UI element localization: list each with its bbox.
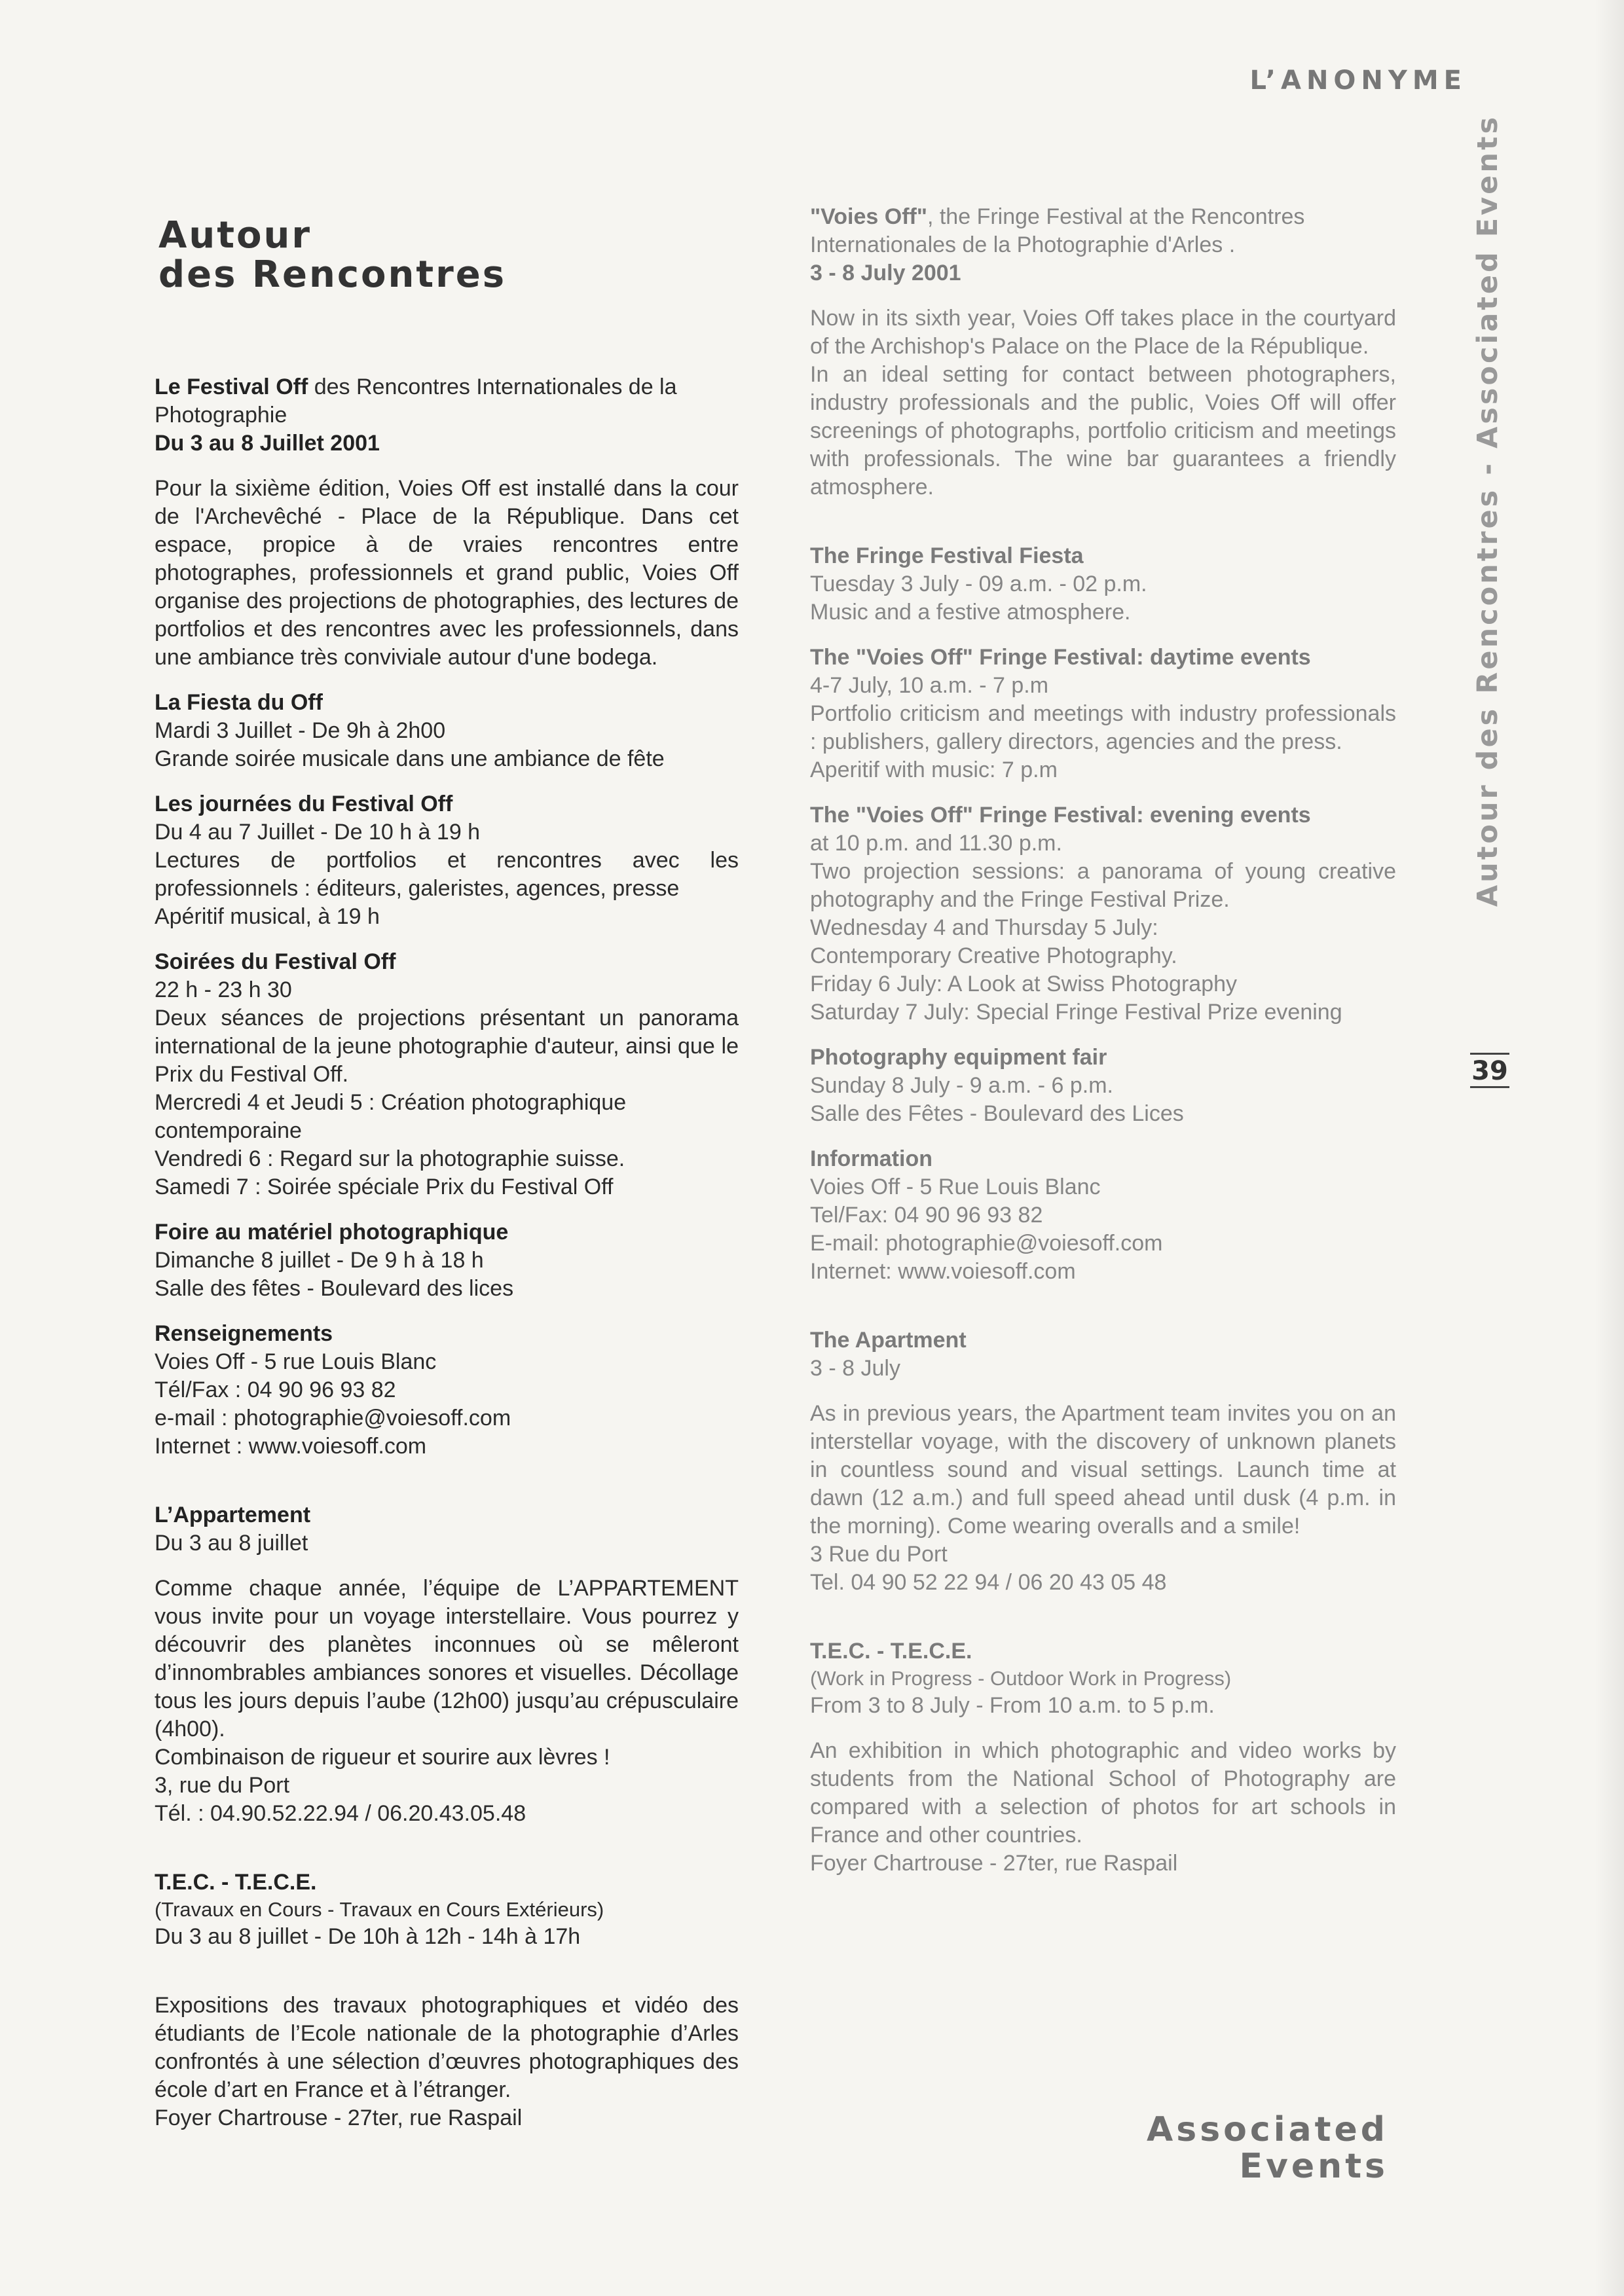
soirees-sat: Samedi 7 : Soirée spéciale Prix du Festival Off bbox=[155, 1175, 614, 1199]
festival-off-dates: Du 3 au 8 Juillet 2001 bbox=[155, 431, 380, 456]
magazine-brand: L’ANONYME bbox=[1249, 65, 1467, 96]
tec-en-venue: Foyer Chartrouse - 27ter, rue Raspail bbox=[810, 1851, 1178, 1876]
fiesta-date: Mardi 3 Juillet - De 9h à 2h00 bbox=[155, 718, 446, 743]
page-number: 39 bbox=[1470, 1053, 1509, 1088]
soirees-heading: Soirées du Festival Off bbox=[155, 949, 396, 974]
journees-heading: Les journées du Festival Off bbox=[155, 792, 453, 816]
tec-subtitle: (Travaux en Cours - Travaux en Cours Extérieurs) bbox=[155, 1898, 604, 1921]
soirees-time: 22 h - 23 h 30 bbox=[155, 977, 292, 1002]
journees-aperitif: Apéritif musical, à 19 h bbox=[155, 904, 380, 929]
tec-en-text: An exhibition in which photographic and video works by students from the National School of Photography are compared with a selection of photos for art schools in France and other countries. bbox=[810, 1738, 1396, 1848]
soirees-wed-thu: Mercredi 4 et Jeudi 5 : Création photographique contemporaine bbox=[155, 1090, 627, 1143]
page-title-line2: des Rencontres bbox=[158, 253, 507, 296]
french-column bbox=[155, 203, 739, 2149]
tec-venue: Foyer Chartrouse - 27ter, rue Raspail bbox=[155, 2105, 523, 2130]
evening-heading: The "Voies Off" Fringe Festival: evening events bbox=[810, 803, 1311, 828]
apartment-body bbox=[810, 1400, 1396, 1597]
information-email: E-mail: photographie@voiesoff.com bbox=[810, 1231, 1163, 1256]
daytime-date: 4-7 July, 10 a.m. - 7 p.m bbox=[810, 673, 1049, 698]
information-heading: Information bbox=[810, 1146, 932, 1171]
daytime-aperitif: Aperitif with music: 7 p.m bbox=[810, 757, 1058, 782]
renseignements-section bbox=[155, 1320, 739, 1461]
fair-heading: Photography equipment fair bbox=[810, 1045, 1107, 1070]
voies-off-subtitle: , the Fringe Festival at the Rencontres Internationales de la Photographie d'Arles . bbox=[810, 204, 1305, 257]
journees-section bbox=[155, 790, 739, 931]
renseignements-email: e-mail : photographie@voiesoff.com bbox=[155, 1406, 511, 1430]
daytime-desc: Portfolio criticism and meetings with industry professionals : publishers, gallery directors, agencies and the press. bbox=[810, 701, 1396, 754]
information-section bbox=[810, 1145, 1396, 1286]
journees-date: Du 4 au 7 Juillet - De 10 h à 19 h bbox=[155, 820, 481, 845]
tec-dates: Du 3 au 8 juillet - De 10h à 12h - 14h à 17h bbox=[155, 1924, 581, 1949]
fair-section bbox=[810, 1044, 1396, 1128]
fair-date: Sunday 8 July - 9 a.m. - 6 p.m. bbox=[810, 1073, 1113, 1098]
footer-section-title bbox=[1147, 2111, 1388, 2185]
fiesta-en-desc: Music and a festive atmosphere. bbox=[810, 600, 1131, 625]
appartement-header bbox=[155, 1501, 739, 1558]
apartment-text: As in previous years, the Apartment team invites you on an interstellar voyage, with the discovery of unknown planets in countless sound and visual settings. Launch time at dawn (12 a.m.) and full speed ahead until dusk (4 p.m. in the morning). Come wearing overalls and a smile! bbox=[810, 1401, 1396, 1539]
fiesta-heading: La Fiesta du Off bbox=[155, 690, 323, 715]
foire-heading: Foire au matériel photographique bbox=[155, 1220, 509, 1245]
evening-fri: Friday 6 July: A Look at Swiss Photography bbox=[810, 972, 1238, 996]
appartement-dates: Du 3 au 8 juillet bbox=[155, 1531, 308, 1556]
festival-off-text: Pour la sixième édition, Voies Off est installé dans la cour de l'Archevêché - Place de la République. Dans cet espace, propice à de vraies rencontres entre photographes, professionnels et grand public, Voies Off organise des projections de photographies, des lectures de portfolios et des rencontres avec les professionnels, dans une ambiance très conviviale autour d'une bodega. bbox=[155, 476, 739, 670]
voies-off-text-1: Now in its sixth year, Voies Off takes place in the courtyard of the Archishop's Palace on the Place de la République. bbox=[810, 306, 1396, 359]
evening-desc: Two projection sessions: a panorama of young creative photography and the Fringe Festival Prize. bbox=[810, 859, 1396, 912]
renseignements-address: Voies Off - 5 rue Louis Blanc bbox=[155, 1349, 437, 1374]
renseignements-web: Internet : www.voiesoff.com bbox=[155, 1434, 427, 1459]
soirees-fri: Vendredi 6 : Regard sur la photographie suisse. bbox=[155, 1146, 625, 1171]
footer-title-line2: Events bbox=[1239, 2147, 1388, 2186]
fiesta-section bbox=[155, 689, 739, 773]
festival-off-intro bbox=[155, 373, 739, 458]
voies-off-intro bbox=[810, 203, 1396, 287]
footer-title-line1: Associated bbox=[1147, 2110, 1388, 2149]
english-column bbox=[810, 203, 1396, 1895]
renseignements-phone: Tél/Fax : 04 90 96 93 82 bbox=[155, 1377, 396, 1402]
daytime-heading: The "Voies Off" Fringe Festival: daytime events bbox=[810, 645, 1311, 670]
fiesta-en-heading: The Fringe Festival Fiesta bbox=[810, 543, 1084, 568]
side-section-title: Autour des Rencontres - Associated Events bbox=[1471, 114, 1504, 907]
fiesta-en-section bbox=[810, 542, 1396, 627]
apartment-dates: 3 - 8 July bbox=[810, 1356, 900, 1381]
tec-en-body bbox=[810, 1737, 1396, 1878]
apartment-phone: Tel. 04 90 52 22 94 / 06 20 43 05 48 bbox=[810, 1570, 1167, 1595]
soirees-section bbox=[155, 948, 739, 1201]
tec-heading: T.E.C. - T.E.C.E. bbox=[155, 1870, 317, 1895]
tec-body bbox=[155, 1992, 739, 2132]
apartment-address: 3 Rue du Port bbox=[810, 1542, 948, 1567]
evening-section bbox=[810, 801, 1396, 1027]
voies-off-text-2: In an ideal setting for contact between photographers, industry professionals and the public, Voies Off will offer screenings of photographs, portfolio criticism and meetings with professionals. The wine bar guarantees a friendly atmosphere. bbox=[810, 362, 1396, 500]
information-address: Voies Off - 5 Rue Louis Blanc bbox=[810, 1175, 1101, 1199]
appartement-dresscode: Combinaison de rigueur et sourire aux lèvres ! bbox=[155, 1745, 610, 1770]
scan-edge-shadow bbox=[1595, 0, 1624, 2296]
fair-venue: Salle des Fêtes - Boulevard des Lices bbox=[810, 1101, 1184, 1126]
renseignements-heading: Renseignements bbox=[155, 1321, 333, 1346]
voies-off-dates: 3 - 8 July 2001 bbox=[810, 261, 961, 285]
information-web: Internet: www.voiesoff.com bbox=[810, 1259, 1076, 1284]
fiesta-desc: Grande soirée musicale dans une ambiance de fête bbox=[155, 746, 665, 771]
festival-off-heading: Le Festival Off bbox=[155, 374, 308, 399]
evening-wed-thu-theme: Contemporary Creative Photography. bbox=[810, 943, 1177, 968]
evening-wed-thu: Wednesday 4 and Thursday 5 July: bbox=[810, 915, 1158, 940]
evening-sat: Saturday 7 July: Special Fringe Festival Prize evening bbox=[810, 1000, 1342, 1025]
page-title-line1: Autour bbox=[158, 214, 312, 257]
appartement-heading: L’Appartement bbox=[155, 1503, 311, 1527]
apartment-heading: The Apartment bbox=[810, 1328, 967, 1353]
appartement-address: 3, rue du Port bbox=[155, 1773, 290, 1798]
information-phone: Tel/Fax: 04 90 96 93 82 bbox=[810, 1203, 1043, 1228]
apartment-header bbox=[810, 1326, 1396, 1383]
foire-section bbox=[155, 1218, 739, 1303]
festival-off-subtitle: des Rencontres Internationales de la Photographie bbox=[155, 374, 677, 428]
page-title bbox=[158, 216, 739, 295]
appartement-body bbox=[155, 1575, 739, 1828]
tec-en-heading: T.E.C. - T.E.C.E. bbox=[810, 1639, 972, 1664]
foire-date: Dimanche 8 juillet - De 9 h à 18 h bbox=[155, 1248, 484, 1273]
fiesta-en-date: Tuesday 3 July - 09 a.m. - 02 p.m. bbox=[810, 572, 1147, 596]
daytime-section bbox=[810, 644, 1396, 784]
soirees-desc: Deux séances de projections présentant un panorama international de la jeune photographie d'auteur, ainsi que le Prix du Festival Off. bbox=[155, 1006, 739, 1087]
tec-header bbox=[155, 1868, 739, 1951]
voies-off-heading: "Voies Off" bbox=[810, 204, 927, 229]
appartement-text: Comme chaque année, l’équipe de L’APPARTEMENT vous invite pour un voyage interstellaire. Vous pourrez y découvrir des planètes inconnues où se mêleront d’innombrables ambiances sonores et visuelles. Décollage tous les jours depuis l’aube (12h00) jusqu’au crépusculaire (4h00). bbox=[155, 1576, 739, 1741]
tec-en-subtitle: (Work in Progress - Outdoor Work in Progress) bbox=[810, 1667, 1232, 1690]
foire-venue: Salle des fêtes - Boulevard des lices bbox=[155, 1276, 514, 1301]
journees-desc: Lectures de portfolios et rencontres avec les professionnels : éditeurs, galeristes, agences, presse bbox=[155, 848, 739, 901]
tec-text: Expositions des travaux photographiques et vidéo des étudiants de l’Ecole nationale de la photographie d’Arles confrontés à une sélection d’œuvres photographiques des école d’art en France et à l’étranger. bbox=[155, 1993, 739, 2102]
tec-en-header bbox=[810, 1637, 1396, 1720]
voies-off-body bbox=[810, 304, 1396, 501]
appartement-phone: Tél. : 04.90.52.22.94 / 06.20.43.05.48 bbox=[155, 1801, 526, 1826]
tec-en-dates: From 3 to 8 July - From 10 a.m. to 5 p.m. bbox=[810, 1693, 1215, 1718]
evening-time: at 10 p.m. and 11.30 p.m. bbox=[810, 831, 1062, 856]
